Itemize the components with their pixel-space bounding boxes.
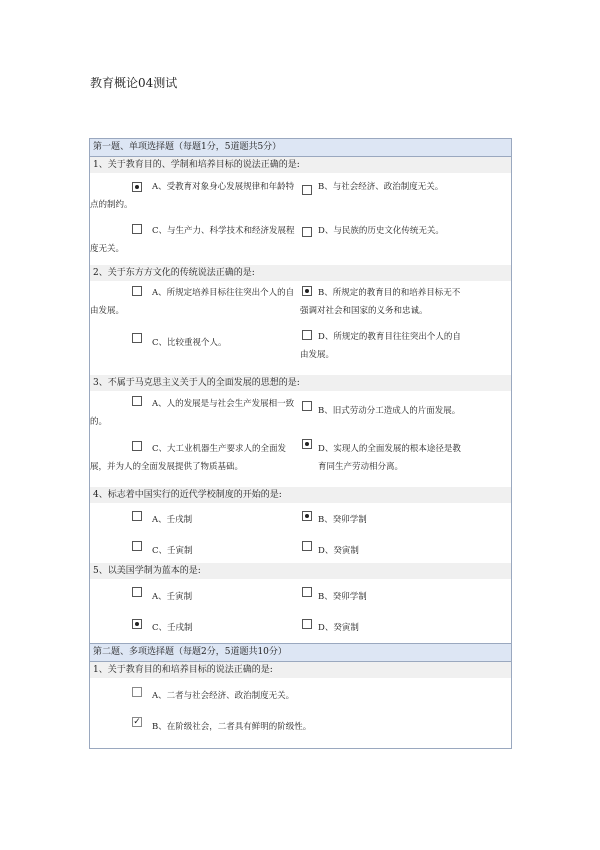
option-5a[interactable]: A、壬寅制 (90, 579, 300, 611)
radio-5b[interactable] (302, 587, 312, 597)
radio-1a[interactable] (132, 182, 142, 192)
radio-1d[interactable] (302, 227, 312, 237)
radio-3d[interactable] (302, 439, 312, 449)
radio-4d[interactable] (302, 541, 312, 551)
question-4: 4、标志着中国实行的近代学校制度的开始的是: (90, 487, 511, 503)
option-3c[interactable]: C、大工业机器生产要求人的全面发 展，并为人的全面发展提供了物质基础。 (90, 439, 300, 487)
radio-4b[interactable] (302, 511, 312, 521)
option-5c[interactable]: C、壬戌制 (90, 611, 300, 643)
option-2b[interactable]: B、所规定的教育目的和培养目标无不 强调对社会和国家的义务和忠诚。 (300, 288, 461, 316)
radio-2b[interactable] (302, 286, 312, 296)
option-1b[interactable]: B、与社会经济、政治制度无关。 (300, 173, 510, 219)
page-title: 教育概论04测试 (90, 76, 178, 90)
radio-5a[interactable] (132, 587, 142, 597)
option-3d[interactable]: D、实现人的全面发展的根本途径是教 育同生产劳动相分离。 (300, 439, 510, 487)
option-1c[interactable]: C、与生产力、科学技术和经济发展程 度无关。 (90, 226, 295, 254)
option-2c[interactable]: C、比较重视个人。 (90, 328, 300, 375)
multi-question-1-options (90, 678, 511, 748)
question-1: 1、关于教育目的、学制和培养目标的说法正确的是: (90, 157, 511, 173)
radio-5d[interactable] (302, 619, 312, 629)
option-4b[interactable]: B、癸卯学制 (300, 503, 510, 533)
question-5: 5、以美国学制为蓝本的是: (90, 563, 511, 579)
radio-3a[interactable] (132, 396, 142, 406)
option-4d[interactable]: D、癸寅制 (300, 533, 510, 563)
question-3: 3、不属于马克思主义关于人的全面发展的思想的是: (90, 375, 511, 391)
option-5b[interactable]: B、癸卯学制 (300, 579, 510, 611)
option-4c[interactable]: C、壬寅制 (90, 533, 300, 563)
radio-3b[interactable] (302, 401, 312, 411)
option-5d[interactable]: D、癸寅制 (300, 611, 510, 643)
question-2: 2、关于东方方文化的传统说法正确的是: (90, 265, 511, 281)
quiz-form (89, 138, 512, 749)
radio-2a[interactable] (132, 286, 142, 296)
section-header-multiple-choice: 第二题、多项选择题（每题2分，5道题共10分） (90, 643, 511, 662)
option-4a[interactable]: A、壬戌制 (90, 503, 300, 533)
radio-5c[interactable] (132, 619, 142, 629)
option-1a[interactable]: A、受教育对象身心发展规律和年龄特 点的制约。 (90, 182, 295, 210)
question-3-options (90, 391, 511, 487)
multi-question-1: 1、关于教育目的和培养目标的说法正确的是: (90, 662, 511, 678)
radio-3c[interactable] (132, 441, 142, 451)
radio-2d[interactable] (302, 330, 312, 340)
question-4-options (90, 503, 511, 563)
checkbox-multi-a[interactable] (132, 687, 142, 697)
section-header-single-choice: 第一题、单项选择题（每题1分，5道题共5分） (90, 139, 511, 157)
question-2-options (90, 281, 511, 375)
option-3a[interactable]: A、人的发展是与社会生产发展相一致 的。 (90, 391, 300, 439)
option-2d[interactable]: D、所规定的教育目往往突出个人的自 由发展。 (300, 332, 461, 360)
radio-4c[interactable] (132, 541, 142, 551)
radio-4a[interactable] (132, 511, 142, 521)
option-2a[interactable]: A、所规定培养目标往往突出个人的自 由发展。 (90, 288, 295, 316)
checkbox-multi-b[interactable]: ✓ (133, 717, 141, 727)
radio-1b[interactable] (302, 185, 312, 195)
question-5-options (90, 579, 511, 643)
option-3b[interactable]: B、旧式劳动分工造成人的片面发展。 (300, 391, 510, 439)
option-1d[interactable]: D、与民族的历史文化传统无关。 (300, 219, 510, 265)
multi-option-b[interactable]: ✓ B、在阶级社会，二者具有鲜明的阶级性。 (133, 717, 312, 732)
question-1-options (90, 173, 511, 265)
multi-option-a[interactable]: A、二者与社会经济、政治制度无关。 (90, 678, 510, 713)
radio-1c[interactable] (132, 224, 142, 234)
radio-2c[interactable] (132, 333, 142, 343)
